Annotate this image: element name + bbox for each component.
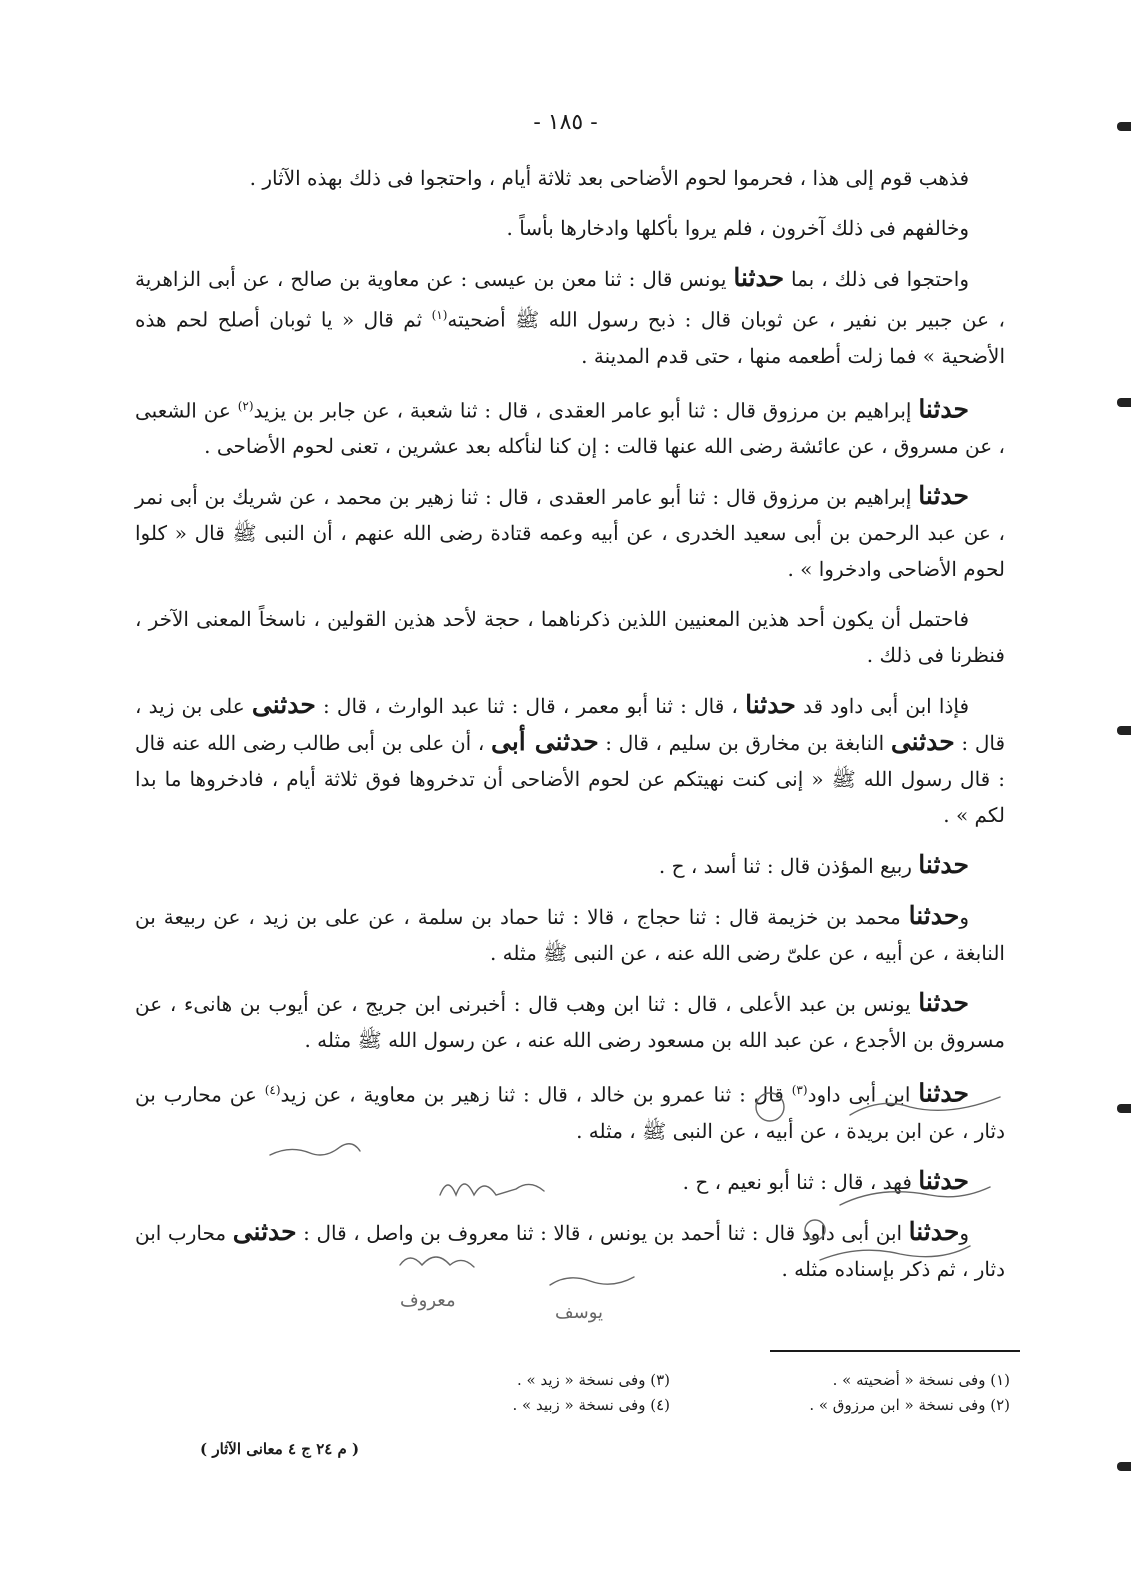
paragraph: فإذا ابن أبى داود قد حدثنا ، قال : ثنا أبو معمر ، قال : ثنا عبد الوارث ، قال : حدثنى على بن زيد ، قال : حدثنى النابغة بن مخارق بن سليم ، قال : حدثنى أبى ، أن على بن أبى طالب رضى الله عنه قال : قال رسول الله ﷺ « إنى كنت نهيتكم عن لحوم الأضاحى أن تدخروها فوق ثلاثة أيام ، فادخروها ما بدا لكم » . (135, 690, 1005, 828)
narration-keyword: حدثنا (918, 988, 969, 1018)
paragraph: فاحتمل أن يكون أحد هذين المعنيين اللذين ذكرناهما ، حجة لأحد هذين القولين ، ناسخاً المعنى الآخر ، فنظرنا فى ذلك . (135, 607, 1005, 668)
narration-keyword: حدثنا (908, 901, 960, 931)
narration-keyword: حدثنى (890, 727, 955, 757)
narration-keyword: حدثنا (908, 1216, 960, 1246)
footnotes-right-column (710, 1368, 1010, 1418)
paragraph: فذهب قوم إلى هذا ، فحرموا لحوم الأضاحى بعد ثلاثة أيام ، واحتجوا فى ذلك بهذه الآثار . (249, 166, 969, 190)
margin-mark (1117, 726, 1131, 735)
narration-keyword: حدثنا (918, 481, 969, 511)
narration-keyword: حدثنا (918, 394, 970, 424)
signature-line: ( م ٢٤ ج ٤ معانى الآثار ) (200, 1440, 360, 1458)
margin-mark (1117, 122, 1131, 131)
footnote: (٤) وفى نسخة « زبيد » . (512, 1396, 670, 1414)
footnote: (١) وفى نسخة « أضحيته » . (832, 1371, 1010, 1389)
margin-mark (1117, 398, 1131, 407)
narration-keyword: حدثنى أبى (490, 727, 599, 757)
paragraph: حدثنا ابن أبى داود$^{(٣)}$ قال : ثنا عمرو بن خالد ، قال : ثنا زهير بن معاوية ، عن زيد$^{(٤)}$ عن محارب بن دثار ، عن ابن بريدة ، عن أبيه ، عن النبى ﷺ ، مثله . (135, 1078, 1005, 1143)
paragraph: حدثنا إبراهيم بن مرزوق قال : ثنا أبو عامر العقدى ، قال : ثنا زهير بن محمد ، عن شريك بن أبى نمر ، عن عبد الرحمن بن أبى سعيد الخدرى ، عن أبيه وعمه قتادة رضى الله عنهم ، أن النبى ﷺ قال « كلوا لحوم الأضاحى وادخروا » . (135, 481, 1005, 582)
footnote-ref: (٤) (264, 1083, 281, 1098)
narration-keyword: حدثنا (918, 1078, 969, 1108)
page-number: - ١٨٥ - (533, 110, 598, 135)
narration-keyword: حدثنا (745, 690, 796, 720)
footnote-divider (770, 1350, 1020, 1352)
footnote-ref: (٣) (791, 1083, 808, 1098)
paragraph: حدثنا إبراهيم بن مرزوق قال : ثنا أبو عامر العقدى ، قال : ثنا شعبة ، عن جابر بن يزيد$^{(٢)}$ عن الشعبى ، عن مسروق ، عن عائشة رضى الله عنها قالت : إن كنا لنأكله بعد عشرين ، تعنى لحوم الأضاحى . (135, 394, 1005, 459)
narration-keyword: حدثنا (918, 850, 969, 880)
paragraph: حدثنا ربيع المؤذن قال : ثنا أسد ، ح . (658, 850, 969, 880)
narration-keyword: حدثنى (232, 1216, 297, 1246)
paragraph: وخالفهم فى ذلك آخرون ، فلم يروا بأكلها وادخارها بأساً . (506, 216, 969, 240)
paragraph: حدثنا فهد ، قال : ثنا أبو نعيم ، ح . (682, 1165, 969, 1195)
paragraph: وحدثنا محمد بن خزيمة قال : ثنا حجاج ، قالا : ثنا حماد بن سلمة ، عن على بن زيد ، عن ربيعة بن النابغة ، عن أبيه ، عن علىّ رضى الله عنه ، عن النبى ﷺ مثله . (135, 901, 1005, 966)
footnote-ref: (٢) (237, 398, 254, 413)
handwritten-note: معروف (400, 1290, 456, 1311)
footnote-ref: (١) (431, 308, 448, 322)
footnotes-left-column (370, 1368, 670, 1418)
narration-keyword: حدثنى (251, 690, 316, 720)
pencil-annotation (260, 1085, 1020, 1325)
handwritten-note: يوسف (555, 1302, 604, 1323)
paragraph: حدثنا يونس بن عبد الأعلى ، قال : ثنا ابن وهب قال : أخبرنى ابن جريج ، عن أيوب بن هانىء ، عن مسروق بن الأجدع ، عن عبد الله بن مسعود رضى الله عنه ، عن رسول الله ﷺ مثله . (135, 988, 1005, 1053)
footnote: (٣) وفى نسخة « زيد » . (517, 1371, 670, 1389)
paragraph: واحتجوا فى ذلك ، بما حدثنا يونس قال : ثنا معن بن عيسى : عن معاوية بن صالح ، عن أبى الزاهرية ، عن جبير بن نفير ، عن ثوبان قال : ذبح رسول الله ﷺ أضحيته$^{(١)}$ ثم قال « يا ثوبان أصلح لحم هذه الأضحية » فما زلت أطعمه منها ، حتى قدم المدينة . (135, 263, 1005, 368)
paragraph: وحدثنا ابن أبى داود قال : ثنا أحمد بن يونس ، قالا : ثنا معروف بن واصل ، قال : حدثنى محارب ابن دثار ، ثم ذكر بإسناده مثله . (135, 1216, 1005, 1281)
footnotes (370, 1368, 1010, 1418)
narration-keyword: حدثنا (918, 1165, 969, 1195)
narration-keyword: حدثنا (733, 263, 785, 292)
margin-mark (1117, 1462, 1131, 1471)
margin-mark (1117, 1104, 1131, 1113)
footnote: (٢) وفى نسخة « ابن مرزوق » . (809, 1396, 1010, 1414)
